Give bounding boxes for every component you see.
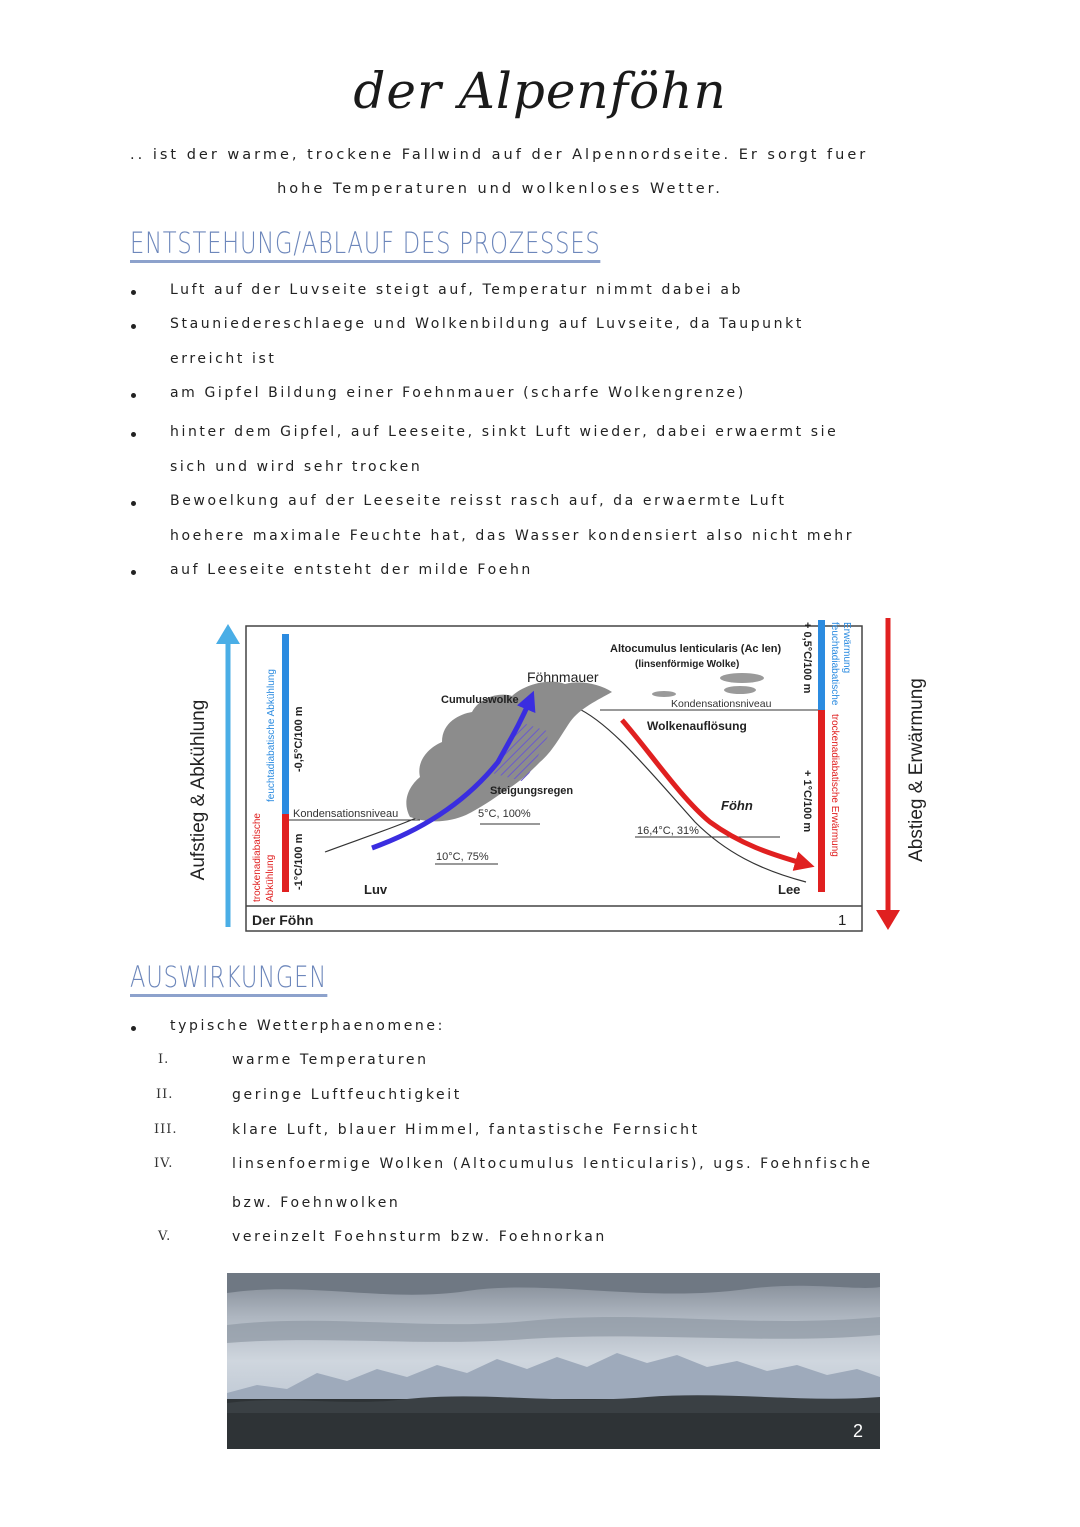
lenticular-cloud [724, 686, 756, 694]
bullet-text: Luft auf der Luvseite steigt auf, Temperatur nimmt dabei ab [170, 282, 744, 298]
ac-len-sub-label: (linsenförmige Wolke) [635, 659, 740, 670]
list-number: I. [158, 1052, 170, 1067]
left-bar-trocken [282, 814, 289, 892]
value-16c-label: 16,4°C, 31% [637, 825, 699, 837]
bullet-text: sich und wird sehr trocken [170, 459, 423, 475]
right-bar-top-label: Erwärmung [841, 622, 852, 674]
right-bar-bottom-label: trockenadiabatische Erwärmung [829, 714, 840, 857]
list-item-text: klare Luft, blauer Himmel, fantastische Fernsicht [232, 1122, 700, 1138]
bullet-text: erreicht ist [170, 351, 277, 367]
left-bar-feucht [282, 634, 289, 814]
value-10c-label: 10°C, 75% [436, 851, 489, 863]
descending-air-arrow [622, 720, 805, 864]
cumulus-label: Cumuluswolke [441, 694, 519, 706]
left-bar-top-label: feuchtadiabatische Abkühlung [266, 669, 277, 802]
page-title: der Alpenföhn [353, 62, 727, 120]
lee-label: Lee [778, 882, 801, 897]
bullet-dot [131, 570, 136, 575]
left-bar-bottom-value: -1°C/100 m [293, 833, 305, 890]
list-item-text: vereinzelt Foehnsturm bzw. Foehnorkan [232, 1229, 607, 1245]
photo-number: 2 [853, 1421, 864, 1441]
bullet-text: Stauniedereschlaege und Wolkenbildung auf Luvseite, da Taupunkt [170, 316, 804, 332]
bullet-text: auf Leeseite entsteht der milde Foehn [170, 562, 533, 578]
bullet-text: typische Wetterphaenomene: [170, 1018, 445, 1034]
bullet-dot [131, 324, 136, 329]
left-bar-bottom-label: trockenadiabatische [252, 813, 263, 902]
right-down-arrow [876, 618, 900, 930]
bullet-text: am Gipfel Bildung einer Foehnmauer (scharfe Wolkengrenze) [170, 385, 746, 401]
bullet-text: hinter dem Gipfel, auf Leeseite, sinkt Luft wieder, dabei erwaermt sie [170, 424, 839, 440]
diagram-number: 1 [838, 912, 847, 929]
right-bar-top-value: + 0,5°C/100 m [801, 622, 813, 694]
list-number: V. [158, 1229, 172, 1244]
wolkenaufloesung-label: Wolkenauflösung [647, 719, 747, 733]
left-axis-label: Aufstieg & Abkühlung [188, 699, 209, 881]
bullet-text: Bewoelkung auf der Leeseite reisst rasch auf, da erwaermte Luft [170, 493, 787, 509]
list-number: III. [154, 1122, 178, 1137]
bullet-dot [131, 432, 136, 437]
bullet-text: hoehere maximale Feuchte hat, das Wasser kondensiert also nicht mehr [170, 528, 855, 544]
intro-line-1: .. ist der warme, trockene Fallwind auf der Alpennordseite. Er sorgt fuer [130, 147, 869, 163]
list-number: IV. [154, 1156, 174, 1171]
luv-label: Luv [364, 882, 388, 897]
left-bar-bottom-label: Abkühlung [265, 854, 276, 902]
list-item-text: warme Temperaturen [232, 1052, 429, 1068]
bullet-dot [131, 393, 136, 398]
list-number: II. [156, 1087, 174, 1102]
foehn-label: Föhn [721, 798, 753, 813]
value-5c-label: 5°C, 100% [478, 808, 531, 820]
bullet-dot [131, 1026, 136, 1031]
right-bar-bottom-value: + 1°C/100 m [801, 770, 813, 833]
foehnmauer-label: Föhnmauer [527, 669, 599, 685]
bullet-dot [131, 501, 136, 506]
ac-len-label: Altocumulus lenticularis (Ac len) [610, 643, 782, 655]
list-item-text: linsenfoermige Wolken (Altocumulus lenticularis), ugs. Foehnfische [232, 1156, 873, 1172]
section-heading-auswirkungen: AUSWIRKUNGEN [130, 962, 327, 997]
list-item-text: geringe Luftfeuchtigkeit [232, 1087, 462, 1103]
right-bar-feucht [818, 620, 825, 710]
list-item-text: bzw. Foehnwolken [232, 1195, 401, 1211]
kondensation-left-label: Kondensationsniveau [293, 808, 399, 820]
right-bar-top-label: feuchtadiabatische [829, 622, 840, 706]
intro-line-2: hohe Temperaturen und wolkenloses Wetter. [277, 181, 723, 197]
left-up-arrow [216, 624, 240, 927]
lenticular-cloud [652, 691, 676, 697]
foehn-diagram [180, 612, 927, 942]
lenticular-cloud [720, 673, 764, 683]
section-heading-entstehung: ENTSTEHUNG/ABLAUF DES PROZESSES [130, 228, 601, 263]
bullet-dot [131, 290, 136, 295]
kondensation-right-label: Kondensationsniveau [671, 698, 772, 710]
right-axis-label: Abstieg & Erwärmung [906, 678, 927, 862]
diagram-caption: Der Föhn [252, 912, 314, 928]
left-bar-top-value: -0,5°C/100 m [293, 706, 305, 772]
steigungsregen-label: Steigungsregen [490, 785, 574, 797]
alps-foehn-photo [227, 1273, 880, 1449]
right-bar-trocken [818, 710, 825, 892]
